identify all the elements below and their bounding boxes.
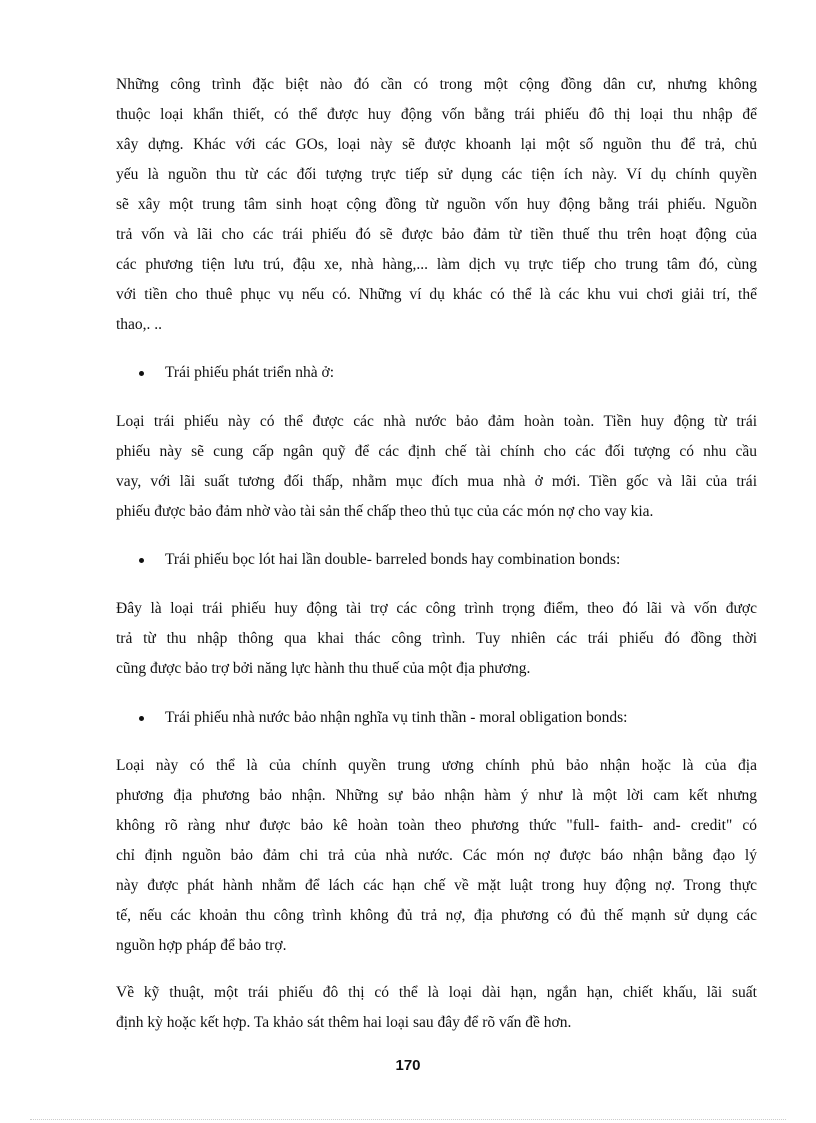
paragraph-double-barreled [116,594,757,684]
paragraph-moral-obligation [116,751,757,961]
text-line: này được phát hành nhằm để lách các hạn chế về mặt luật trong huy động nợ. Trong thực [116,877,757,894]
text-line: thao,. .. [116,316,163,333]
paragraph-technical-note [116,978,757,1038]
bullet-text: Trái phiếu phát triển nhà ở: [165,364,335,381]
text-line: phương địa phương bảo nhận. Những sự bảo nhận hàm ý như là một lời cam kết nhưng [116,787,757,804]
text-line: Loại này có thể là của chính quyền trung ương chính phủ bảo nhận hoặc là của địa [116,757,757,774]
text-line: với tiền cho thuê phục vụ nếu có. Những ví dụ khác có thể là các khu vui chơi giải trí, thể [116,286,757,303]
text-line: không rõ ràng như được bảo kê hoàn toàn theo phương thức "full- faith- and- credit" có [116,817,757,834]
text-line: Loại trái phiếu này có thể được các nhà nước bảo đảm hoàn toàn. Tiền huy động từ trái [116,413,757,430]
text-line: sẽ xây một trung tâm sinh hoạt cộng đồng từ nguồn vốn huy động bằng trái phiếu. Nguồn [116,196,757,213]
text-line: nguồn hợp pháp để bảo trợ. [116,937,287,954]
bullet-text: Trái phiếu bọc lót hai lần double- barreled bonds hay combination bonds: [165,551,621,568]
paragraph-housing-bonds [116,407,757,527]
bullet-dot-icon [139,558,144,563]
text-line: chỉ định nguồn bảo đảm chi trả của nhà nước. Các món nợ được báo nhận bằng đạo lý [116,847,757,864]
text-line: Đây là loại trái phiếu huy động tài trợ các công trình trọng điểm, theo đó lãi và vốn được [116,600,757,617]
text-line: cũng được bảo trợ bởi năng lực hành thu thuế của một địa phương. [116,660,531,677]
paragraph-municipal-revenue [116,70,757,340]
text-line: tế, nếu các khoản thu công trình không đủ trả nợ, địa phương có đủ thế mạnh sử dụng các [116,907,757,924]
text-line: các phương tiện lưu trú, đậu xe, nhà hàng,... làm dịch vụ trực tiếp cho trung tâm đó, cùng [116,256,757,273]
bullet-text: Trái phiếu nhà nước bảo nhận nghĩa vụ tinh thần - moral obligation bonds: [165,709,628,726]
bullet-housing-bonds [140,358,334,388]
bullet-moral-obligation-bonds [140,703,627,733]
text-line: Về kỹ thuật, một trái phiếu đô thị có thể là loại dài hạn, ngắn hạn, chiết khấu, lãi suất [116,984,757,1001]
text-line: Những công trình đặc biệt nào đó cần có trong một cộng đồng dân cư, nhưng không [116,76,757,93]
bullet-double-barreled-bonds [140,545,620,575]
text-line: định kỳ hoặc kết hợp. Ta khảo sát thêm hai loại sau đây để rõ vấn đề hơn. [116,1014,572,1031]
text-line: phiếu này sẽ cung cấp ngân quỹ để các định chế tài chính cho các đối tượng có nhu cầu [116,443,757,460]
text-line: vay, với lãi suất tương đối thấp, nhằm mục đích mua nhà ở mới. Tiền gốc và lãi của trái [116,473,757,490]
text-line: trả từ thu nhập thông qua khai thác công trình. Tuy nhiên các trái phiếu đó đồng thời [116,630,757,647]
text-line: thuộc loại khẩn thiết, có thể được huy động vốn bằng trái phiếu đô thị loại thu nhập để [116,106,757,123]
bullet-dot-icon [139,716,144,721]
footer-divider [30,1119,786,1120]
text-line: xây dựng. Khác với các GOs, loại này sẽ được khoanh lại một số nguồn thu để trả, chủ [116,136,757,153]
page-number: 170 [395,1057,421,1074]
text-line: phiếu được bảo đảm nhờ vào tài sản thế chấp theo thủ tục của các món nợ cho vay kia. [116,503,654,520]
text-line: yếu là nguồn thu từ các đối tượng trực tiếp sử dụng các tiện ích này. Ví dụ chính quyền [116,166,757,183]
text-line: trả vốn và lãi cho các trái phiếu đó sẽ được bảo đảm từ tiền thuế thu trên hoạt động của [116,226,757,243]
bullet-dot-icon [139,371,144,376]
